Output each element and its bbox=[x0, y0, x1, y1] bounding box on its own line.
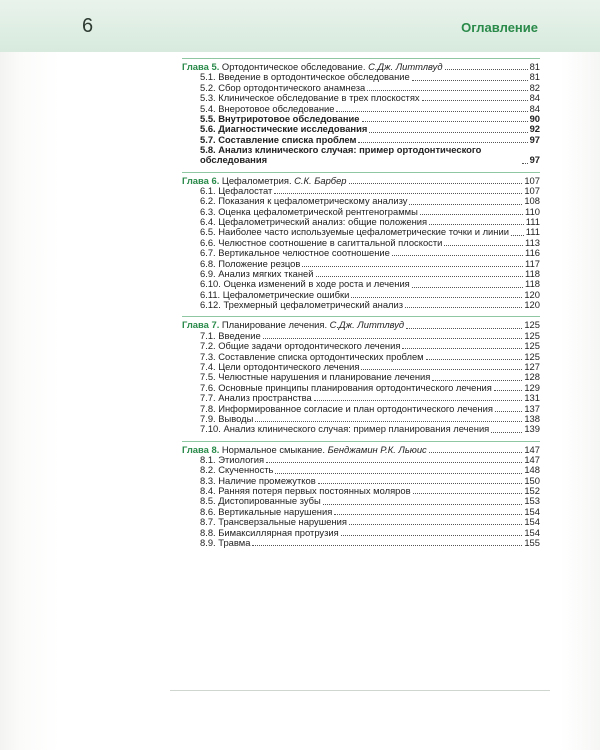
entry-page: 137 bbox=[524, 402, 540, 414]
dot-leader bbox=[495, 411, 522, 412]
page-header bbox=[0, 0, 600, 52]
dot-leader bbox=[402, 348, 522, 349]
dot-leader bbox=[392, 255, 523, 256]
chapter-divider bbox=[182, 441, 540, 442]
entry-title: 5.1. Введение в ортодонтическое обследование bbox=[200, 71, 410, 83]
chapter-name: Нормальное смыкание. bbox=[221, 443, 325, 455]
entry-page: 111 bbox=[525, 226, 540, 238]
entry-title: 5.3. Клиническое обследование в трех плоскостях bbox=[200, 92, 420, 104]
entry-page: 120 bbox=[524, 288, 540, 300]
entry-page: 148 bbox=[524, 464, 540, 476]
dot-leader bbox=[409, 204, 522, 205]
entry-title: 7.9. Выводы bbox=[200, 412, 254, 424]
entry-title: 7.6. Основные принципы планирования ортодонтического лечения bbox=[200, 381, 492, 393]
toc-entry bbox=[182, 341, 540, 351]
entry-page: 154 bbox=[524, 516, 540, 528]
dot-leader bbox=[323, 504, 523, 505]
toc-entry bbox=[182, 196, 540, 206]
entry-page: 97 bbox=[529, 154, 540, 166]
entry-title: 5.6. Диагностические исследования bbox=[200, 123, 368, 135]
dot-leader bbox=[318, 483, 523, 484]
dot-leader bbox=[369, 132, 527, 133]
dot-leader bbox=[406, 328, 522, 329]
dot-leader bbox=[275, 473, 522, 474]
entry-title: 7.3. Составление списка ортодонтических проблем bbox=[200, 350, 424, 362]
chapter-label: Глава 8. bbox=[182, 443, 220, 455]
toc-entry bbox=[182, 145, 540, 165]
entry-page: 90 bbox=[529, 112, 540, 124]
entry-title: 6.2. Показания к цефалометрическому анализу bbox=[200, 195, 408, 207]
entry-title: 8.3. Наличие промежутков bbox=[200, 474, 316, 486]
chapter-name: Планирование лечения. bbox=[221, 319, 328, 331]
entry-page: 155 bbox=[524, 537, 540, 549]
entry-title: 7.1. Введение bbox=[200, 329, 261, 341]
toc-chapter bbox=[182, 58, 540, 166]
entry-title: 6.7. Вертикальное челюстное соотношение bbox=[200, 247, 390, 259]
entry-page: 127 bbox=[524, 360, 540, 372]
entry-title: 5.4. Внеротовое обследование bbox=[200, 102, 335, 114]
toc-chapter bbox=[182, 172, 540, 311]
entry-page: 82 bbox=[529, 81, 540, 93]
chapter-page: 125 bbox=[524, 319, 540, 331]
toc-entry bbox=[182, 424, 540, 434]
entry-title: 6.6. Челюстное соотношение в сагиттальной плоскости bbox=[200, 236, 443, 248]
entry-title: 5.5. Внутриротовое обследование bbox=[200, 112, 360, 124]
chapter-divider bbox=[182, 58, 540, 59]
entry-title: 8.9. Травма bbox=[200, 537, 251, 549]
toc-entry bbox=[182, 465, 540, 475]
dot-leader bbox=[341, 535, 523, 536]
table-of-contents bbox=[182, 58, 540, 554]
toc-entry bbox=[182, 538, 540, 548]
dot-leader bbox=[351, 297, 522, 298]
dot-leader bbox=[362, 121, 528, 122]
entry-page: 138 bbox=[524, 412, 540, 424]
page-number: 6 bbox=[82, 15, 94, 37]
entry-title: 7.4. Цели ортодонтического лечения bbox=[200, 360, 360, 372]
dot-leader bbox=[491, 432, 522, 433]
entry-page: 153 bbox=[524, 495, 540, 507]
toc-chapter bbox=[182, 316, 540, 434]
dot-leader bbox=[444, 245, 523, 246]
dot-leader bbox=[420, 214, 523, 215]
dot-leader bbox=[429, 452, 523, 453]
entry-page: 154 bbox=[524, 505, 540, 517]
entry-title: 8.8. Бимаксиллярная протрузия bbox=[200, 526, 339, 538]
section-title: Оглавление bbox=[461, 20, 538, 35]
entry-title: 6.11. Цефалометрические ошибки bbox=[200, 288, 350, 300]
dot-leader bbox=[358, 142, 527, 143]
dot-leader bbox=[432, 380, 522, 381]
entry-title: 6.5. Наиболее часто используемые цефалометрические точки и линии bbox=[200, 226, 509, 238]
dot-leader bbox=[422, 100, 528, 101]
dot-leader bbox=[511, 235, 524, 236]
dot-leader bbox=[274, 193, 522, 194]
entry-page: 92 bbox=[529, 123, 540, 135]
entry-title: 8.2. Скученность bbox=[200, 464, 274, 476]
entry-title: 6.8. Положение резцов bbox=[200, 257, 301, 269]
entry-title: 7.5. Челюстные нарушения и планирование лечения bbox=[200, 371, 431, 383]
chapter-name: Ортодонтическое обследование. bbox=[221, 61, 366, 72]
toc-entry bbox=[182, 93, 540, 103]
entry-title: 8.4. Ранняя потеря первых постоянных моляров bbox=[200, 485, 411, 497]
entry-title: 5.7. Составление списка проблем bbox=[200, 133, 357, 145]
toc-entry bbox=[182, 517, 540, 527]
dot-leader bbox=[349, 524, 522, 525]
toc-entry bbox=[182, 300, 540, 310]
entry-page: 154 bbox=[524, 526, 540, 538]
entry-page: 118 bbox=[525, 278, 540, 290]
chapter-author: С.К. Барбер bbox=[294, 174, 347, 186]
entry-title: 6.10. Оценка изменений в ходе роста и лечения bbox=[200, 278, 410, 290]
entry-title: 7.8. Информированное согласие и план ортодонтического лечения bbox=[200, 402, 493, 414]
entry-page: 84 bbox=[529, 102, 540, 114]
entry-page: 147 bbox=[524, 453, 540, 465]
dot-leader bbox=[361, 369, 522, 370]
entry-page: 108 bbox=[524, 195, 540, 207]
entry-title: 8.5. Дистопированные зубы bbox=[200, 495, 321, 507]
entry-title: 7.7. Анализ пространства bbox=[200, 392, 312, 404]
dot-leader bbox=[316, 276, 524, 277]
dot-leader bbox=[413, 493, 523, 494]
chapter-label: Глава 6. bbox=[182, 174, 220, 186]
dot-leader bbox=[412, 287, 523, 288]
entry-page: 118 bbox=[525, 268, 540, 280]
entry-title: 6.4. Цефалометрический анализ: общие положения bbox=[200, 216, 428, 228]
dot-leader bbox=[522, 163, 528, 164]
dot-leader bbox=[412, 80, 528, 81]
dot-leader bbox=[266, 462, 522, 463]
dot-leader bbox=[334, 514, 522, 515]
entry-title: 5.2. Сбор ортодонтического анамнеза bbox=[200, 81, 366, 93]
toc-chapter bbox=[182, 441, 540, 549]
chapter-author: С.Дж. Литтлвуд bbox=[368, 61, 443, 72]
dot-leader bbox=[367, 90, 527, 91]
toc-entry bbox=[182, 393, 540, 403]
chapter-author: Бенджамин Р.К. Льюис bbox=[327, 443, 427, 455]
entry-title: 6.9. Анализ мягких тканей bbox=[200, 268, 314, 280]
entry-page: 129 bbox=[524, 381, 540, 393]
entry-page: 128 bbox=[524, 371, 540, 383]
entry-page: 110 bbox=[525, 205, 540, 217]
entry-title: 8.1. Этиология bbox=[200, 453, 265, 465]
chapter-page: 147 bbox=[524, 443, 540, 455]
dot-leader bbox=[429, 224, 524, 225]
entry-title: 7.10. Анализ клинического случая: пример планирования лечения bbox=[200, 423, 490, 435]
entry-title: 6.3. Оценка цефалометрической рентгенограммы bbox=[200, 205, 418, 217]
dot-leader bbox=[314, 400, 523, 401]
dot-leader bbox=[405, 307, 522, 308]
entry-page: 107 bbox=[524, 184, 540, 196]
entry-page: 116 bbox=[525, 247, 540, 259]
chapter-divider bbox=[182, 172, 540, 173]
dot-leader bbox=[349, 183, 523, 184]
entry-page: 117 bbox=[525, 257, 540, 269]
entry-title: 5.8. Анализ клинического случая: пример ортодонтического обследования bbox=[200, 144, 482, 166]
entry-page: 120 bbox=[524, 299, 540, 311]
entry-page: 150 bbox=[524, 474, 540, 486]
entry-page: 111 bbox=[525, 216, 540, 228]
dot-leader bbox=[336, 111, 527, 112]
entry-page: 81 bbox=[529, 71, 540, 83]
dot-leader bbox=[445, 69, 528, 70]
entry-title: 8.6. Вертикальные нарушения bbox=[200, 505, 333, 517]
dot-leader bbox=[494, 390, 522, 391]
entry-page: 97 bbox=[529, 133, 540, 145]
entry-page: 131 bbox=[524, 392, 540, 404]
chapter-page: 107 bbox=[524, 174, 540, 186]
chapter-page: 81 bbox=[529, 61, 540, 72]
dot-leader bbox=[252, 545, 522, 546]
dot-leader bbox=[263, 338, 523, 339]
chapter-label: Глава 5. bbox=[182, 61, 220, 72]
entry-page: 125 bbox=[524, 350, 540, 362]
entry-page: 84 bbox=[529, 92, 540, 104]
entry-page: 125 bbox=[524, 329, 540, 341]
entry-title: 6.12. Трехмерный цефалометрический анализ bbox=[200, 299, 404, 311]
entry-page: 152 bbox=[524, 485, 540, 497]
dot-leader bbox=[302, 266, 523, 267]
chapter-label: Глава 7. bbox=[182, 319, 220, 331]
dot-leader bbox=[255, 421, 522, 422]
bottom-divider bbox=[170, 690, 550, 691]
entry-page: 113 bbox=[525, 236, 540, 248]
chapter-divider bbox=[182, 316, 540, 317]
entry-title: 8.7. Трансверзальные нарушения bbox=[200, 516, 347, 528]
entry-page: 125 bbox=[524, 340, 540, 352]
chapter-author: С.Дж. Литтлвуд bbox=[329, 319, 405, 331]
toc-entry bbox=[182, 248, 540, 258]
entry-title: 7.2. Общие задачи ортодонтического лечения bbox=[200, 340, 401, 352]
entry-page: 139 bbox=[524, 423, 540, 435]
chapter-name: Цефалометрия. bbox=[221, 174, 292, 186]
entry-title: 6.1. Цефалостат bbox=[200, 184, 273, 196]
dot-leader bbox=[426, 359, 523, 360]
